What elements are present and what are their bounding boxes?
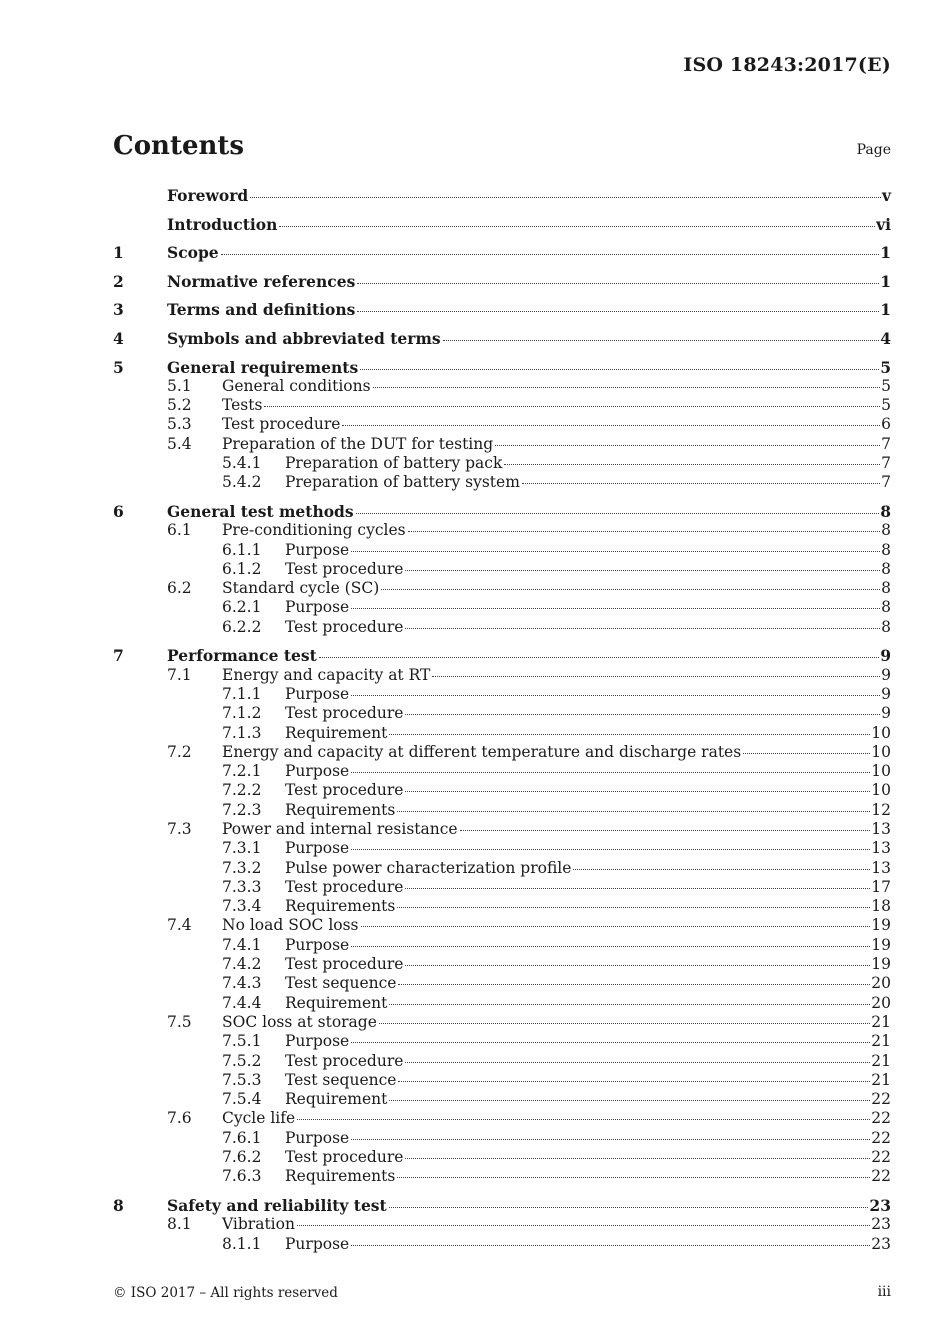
toc-entry[interactable] — [113, 1013, 891, 1032]
toc-entry-title[interactable]: Test procedure — [285, 704, 404, 723]
dot-leader — [405, 714, 880, 715]
toc-entry-number: 7.5 — [167, 1012, 192, 1031]
toc-entry[interactable] — [113, 300, 891, 319]
toc-entry[interactable] — [113, 685, 891, 704]
toc-entry-number: 8.1.1 — [222, 1234, 262, 1253]
toc-entry-page[interactable]: 8 — [880, 501, 891, 521]
toc-entry-page[interactable]: 10 — [871, 781, 891, 800]
toc-entry-page[interactable]: 7 — [881, 454, 891, 473]
dot-leader — [389, 734, 870, 735]
dot-leader — [221, 254, 880, 255]
toc-entry-number: 7.4.3 — [222, 974, 262, 993]
toc-entry-title[interactable]: Safety and reliability test — [167, 1195, 387, 1215]
toc-entry-number: 7.2 — [167, 742, 192, 761]
toc-entry-page[interactable]: 22 — [871, 1090, 891, 1109]
toc-entry-title[interactable]: Energy and capacity at RT — [222, 665, 431, 684]
toc-entry-title[interactable]: Test sequence — [285, 974, 397, 993]
toc-entry-page[interactable]: 7 — [881, 434, 891, 453]
toc-entry-page[interactable]: 8 — [881, 521, 891, 540]
toc-entry-page[interactable]: 9 — [881, 665, 891, 684]
toc-entry-title[interactable]: Requirement — [285, 723, 388, 742]
dot-leader — [405, 888, 870, 889]
toc-entry-page[interactable]: 8 — [881, 617, 891, 636]
toc-entry-title[interactable]: Test procedure — [285, 617, 404, 636]
toc-entry-page[interactable]: 6 — [881, 415, 891, 434]
toc-entry[interactable] — [113, 646, 891, 665]
toc-entry-title[interactable]: Preparation of the DUT for testing — [222, 434, 494, 453]
dot-leader — [389, 1100, 870, 1101]
toc-entry-page[interactable]: 5 — [880, 357, 891, 377]
toc-entry[interactable] — [113, 916, 891, 935]
toc-entry-number: 4 — [113, 328, 124, 348]
toc-entry-page[interactable]: 13 — [871, 839, 891, 858]
dot-leader — [397, 907, 870, 908]
toc-entry-page[interactable]: 23 — [869, 1195, 891, 1215]
toc-entry-number: 7.1.1 — [222, 684, 262, 703]
toc-entry[interactable] — [113, 1215, 891, 1234]
toc-entry[interactable] — [113, 454, 891, 473]
toc-entry-title[interactable]: Power and internal resistance — [222, 819, 458, 838]
contents-title: Contents — [113, 131, 245, 161]
toc-entry-number: 6.1.2 — [222, 559, 262, 578]
toc-entry-number: 5.4 — [167, 434, 192, 453]
toc-entry[interactable] — [113, 801, 891, 820]
dot-leader — [405, 1062, 870, 1063]
toc-entry-number: 7.1.2 — [222, 704, 262, 723]
toc-entry[interactable] — [113, 994, 891, 1013]
toc-entry-title[interactable]: SOC loss at storage — [222, 1012, 377, 1031]
footer-page-number: iii — [877, 1284, 891, 1300]
toc-entry-page[interactable]: 18 — [871, 897, 891, 916]
toc-entry[interactable] — [113, 1071, 891, 1090]
toc-entry-page[interactable]: 21 — [871, 1051, 891, 1070]
toc-entry-number: 7.2.3 — [222, 800, 262, 819]
toc-entry-title[interactable]: Test procedure — [285, 559, 404, 578]
page-column-label: Page — [856, 142, 891, 158]
dot-leader — [351, 551, 880, 552]
dot-leader — [351, 946, 870, 947]
toc-entry-title[interactable]: General conditions — [222, 376, 371, 395]
toc-entry-page[interactable]: 23 — [871, 1234, 891, 1253]
dot-leader — [297, 1225, 870, 1226]
toc-entry-title[interactable]: Test procedure — [222, 415, 341, 434]
dot-leader — [443, 340, 880, 341]
toc-entry-page[interactable]: 22 — [871, 1128, 891, 1147]
dot-leader — [460, 830, 871, 831]
toc-entry-title[interactable]: Test procedure — [285, 781, 404, 800]
toc-entry-number: 6.2.2 — [222, 617, 262, 636]
toc-entry-page[interactable]: 9 — [881, 704, 891, 723]
toc-entry-page[interactable]: 12 — [871, 800, 891, 819]
dot-leader — [351, 1245, 870, 1246]
toc-entry-number: 7.6.1 — [222, 1128, 262, 1147]
toc-entry-number: 5.4.2 — [222, 473, 262, 492]
toc-entry-page[interactable]: 19 — [871, 935, 891, 954]
toc-entry-number: 6.2.1 — [222, 598, 262, 617]
toc-entry[interactable] — [113, 1052, 891, 1071]
dot-leader — [405, 791, 870, 792]
toc-entry-page[interactable]: 10 — [871, 762, 891, 781]
toc-entry[interactable] — [113, 473, 891, 492]
toc-entry-number: 7.4 — [167, 916, 192, 935]
toc-entry-number: 7.3.4 — [222, 897, 262, 916]
toc-entry[interactable] — [113, 859, 891, 878]
toc-entry-number: 3 — [113, 300, 124, 320]
dot-leader — [432, 676, 880, 677]
toc-entry[interactable] — [113, 1032, 891, 1051]
toc-entry-page[interactable]: 5 — [881, 396, 891, 415]
toc-entry[interactable] — [113, 1235, 891, 1254]
toc-entry[interactable] — [113, 541, 891, 560]
dot-leader — [398, 984, 870, 985]
toc-entry-number: 7.5.4 — [222, 1090, 262, 1109]
toc-entry-title[interactable]: Pulse power characterization profile — [285, 858, 572, 877]
toc-entry[interactable] — [113, 598, 891, 617]
dot-leader — [398, 1081, 870, 1082]
toc-entry[interactable] — [113, 704, 891, 723]
toc-entry-number: 7.6 — [167, 1109, 192, 1128]
dot-leader — [389, 1207, 869, 1208]
toc-entry[interactable] — [113, 618, 891, 637]
dot-leader — [522, 483, 880, 484]
toc-entry-title[interactable]: Requirement — [285, 1090, 388, 1109]
toc-entry-number: 7.5.1 — [222, 1032, 262, 1051]
dot-leader — [279, 226, 875, 227]
dot-leader — [379, 1023, 870, 1024]
toc-entry-title[interactable]: Terms and definitions — [167, 300, 356, 320]
toc-entry[interactable] — [113, 502, 891, 521]
toc-entry-page[interactable]: 23 — [871, 1215, 891, 1234]
toc-entry-title[interactable]: Pre-conditioning cycles — [222, 521, 406, 540]
toc-entry[interactable] — [113, 1129, 891, 1148]
toc-entry-page[interactable]: 8 — [881, 540, 891, 559]
toc-entry[interactable] — [113, 186, 891, 205]
toc-entry-page[interactable]: 1 — [880, 300, 891, 320]
toc-entry[interactable] — [113, 878, 891, 897]
toc-entry-page[interactable]: 21 — [871, 1032, 891, 1051]
toc-entry-page[interactable]: 9 — [880, 646, 891, 666]
toc-entry-number: 6.1.1 — [222, 540, 262, 559]
toc-entry-number: 5 — [113, 357, 124, 377]
toc-entry-number: 8 — [113, 1195, 124, 1215]
toc-entry[interactable] — [113, 579, 891, 598]
toc-entry-page[interactable]: 1 — [880, 271, 891, 291]
toc-entry-number: 7.3 — [167, 819, 192, 838]
toc-entry-title[interactable]: Standard cycle (SC) — [222, 579, 380, 598]
dot-leader — [297, 1119, 870, 1120]
dot-leader — [351, 1042, 870, 1043]
dot-leader — [373, 387, 881, 388]
dot-leader — [389, 1004, 870, 1005]
toc-entry-page[interactable]: 8 — [881, 579, 891, 598]
toc-entry[interactable] — [113, 396, 891, 415]
toc-entry-page[interactable]: 21 — [871, 1070, 891, 1089]
toc-entry-title[interactable]: Purpose — [285, 762, 350, 781]
toc-entry[interactable] — [113, 560, 891, 579]
dot-leader — [361, 926, 871, 927]
toc-entry-title[interactable]: Purpose — [285, 935, 350, 954]
dot-leader — [356, 513, 880, 514]
toc-entry-page[interactable]: 1 — [880, 243, 891, 263]
dot-leader — [381, 589, 880, 590]
toc-entry-title[interactable]: Purpose — [285, 540, 350, 559]
toc-entry-number: 7.2.1 — [222, 762, 262, 781]
toc-entry-number: 8.1 — [167, 1215, 192, 1234]
document-code: ISO 18243:2017(E) — [683, 54, 891, 76]
toc-entry-number: 5.1 — [167, 376, 192, 395]
toc-entry[interactable] — [113, 1196, 891, 1215]
toc-entry-page[interactable]: vi — [876, 214, 891, 234]
toc-entry-number: 6 — [113, 501, 124, 521]
toc-entry-title[interactable]: Performance test — [167, 646, 317, 666]
toc-entry[interactable] — [113, 329, 891, 348]
toc-entry-number: 5.3 — [167, 415, 192, 434]
toc-entry[interactable] — [113, 936, 891, 955]
toc-entry-number: 7.5.2 — [222, 1051, 262, 1070]
toc-entry-title[interactable]: Preparation of battery pack — [285, 454, 503, 473]
toc-entry-page[interactable]: 4 — [880, 328, 891, 348]
dot-leader — [351, 849, 870, 850]
dot-leader — [351, 608, 880, 609]
dot-leader — [264, 406, 880, 407]
toc-entry-number: 7.1.3 — [222, 723, 262, 742]
toc-entry-page[interactable]: 20 — [871, 993, 891, 1012]
toc-entry-title[interactable]: Test procedure — [285, 1051, 404, 1070]
dot-leader — [408, 531, 881, 532]
toc-entry-page[interactable]: 8 — [881, 559, 891, 578]
toc-entry[interactable] — [113, 762, 891, 781]
toc-entry-title[interactable]: Purpose — [285, 598, 350, 617]
toc-entry-page[interactable]: 5 — [881, 376, 891, 395]
dot-leader — [405, 570, 880, 571]
dot-leader — [351, 1139, 870, 1140]
toc-entry-number: 1 — [113, 243, 124, 263]
toc-entry[interactable] — [113, 839, 891, 858]
toc-entry-title[interactable]: Requirement — [285, 993, 388, 1012]
toc-entry-title[interactable]: Purpose — [285, 1234, 350, 1253]
toc-entry[interactable] — [113, 358, 891, 377]
dot-leader — [405, 965, 870, 966]
toc-entry-page[interactable]: 17 — [871, 877, 891, 896]
toc-entry-title[interactable]: Requirements — [285, 1167, 396, 1186]
toc-entry-page[interactable]: 8 — [881, 598, 891, 617]
toc-entry-page[interactable]: 19 — [871, 955, 891, 974]
toc-entry-number: 7.2.2 — [222, 781, 262, 800]
toc-entry[interactable] — [113, 1090, 891, 1109]
copyright-notice: © ISO 2017 – All rights reserved — [113, 1285, 338, 1301]
toc-entry-title[interactable]: Test procedure — [285, 1148, 404, 1167]
toc-entry[interactable] — [113, 521, 891, 540]
toc-entry-number: 7.5.3 — [222, 1070, 262, 1089]
toc-entry-page[interactable]: 20 — [871, 974, 891, 993]
toc-entry[interactable] — [113, 1109, 891, 1128]
table-of-contents — [113, 186, 891, 1254]
toc-entry[interactable] — [113, 415, 891, 434]
toc-entry-page[interactable]: 13 — [871, 858, 891, 877]
toc-entry[interactable] — [113, 724, 891, 743]
toc-entry-number: 7.4.2 — [222, 955, 262, 974]
dot-leader — [405, 1158, 870, 1159]
toc-entry-title[interactable]: Requirements — [285, 897, 396, 916]
dot-leader — [250, 197, 881, 198]
toc-entry-number: 7.6.2 — [222, 1148, 262, 1167]
toc-entry-title[interactable]: Purpose — [285, 684, 350, 703]
toc-entry[interactable] — [113, 666, 891, 685]
toc-entry-number: 5.4.1 — [222, 454, 262, 473]
toc-entry-title[interactable]: General test methods — [167, 501, 354, 521]
toc-entry-page[interactable]: v — [881, 186, 891, 205]
toc-entry-title[interactable]: General requirements — [167, 357, 359, 377]
toc-entry[interactable] — [113, 377, 891, 396]
toc-entry[interactable] — [113, 897, 891, 916]
toc-entry[interactable] — [113, 974, 891, 993]
toc-entry[interactable] — [113, 1167, 891, 1186]
toc-entry-title[interactable]: Foreword — [167, 186, 249, 205]
toc-entry-page[interactable]: 7 — [881, 473, 891, 492]
toc-entry[interactable] — [113, 781, 891, 800]
toc-entry-title[interactable]: Preparation of battery system — [285, 473, 520, 492]
toc-entry-number: 7 — [113, 646, 124, 666]
toc-entry-number: 7.4.1 — [222, 935, 262, 954]
dot-leader — [319, 657, 879, 658]
toc-entry-title[interactable]: Symbols and abbreviated terms — [167, 328, 441, 348]
toc-entry-title[interactable]: Cycle life — [222, 1109, 296, 1128]
dot-leader — [397, 1177, 870, 1178]
toc-entry-page[interactable]: 10 — [871, 742, 891, 761]
toc-entry[interactable] — [113, 1148, 891, 1167]
dot-leader — [342, 425, 880, 426]
dot-leader — [357, 283, 879, 284]
toc-entry[interactable] — [113, 215, 891, 234]
toc-entry-title[interactable]: Energy and capacity at different temperature and discharge rates — [222, 742, 742, 761]
toc-entry-title[interactable]: Test procedure — [285, 877, 404, 896]
toc-entry-title[interactable]: Purpose — [285, 1032, 350, 1051]
dot-leader — [743, 753, 870, 754]
toc-entry-title[interactable]: Test procedure — [285, 955, 404, 974]
toc-entry-number: 7.4.4 — [222, 993, 262, 1012]
dot-leader — [397, 811, 870, 812]
toc-entry-title[interactable]: Introduction — [167, 214, 278, 234]
dot-leader — [357, 311, 879, 312]
toc-entry-number: 7.6.3 — [222, 1167, 262, 1186]
toc-entry-number: 7.3.1 — [222, 839, 262, 858]
toc-entry-number: 7.3.3 — [222, 877, 262, 896]
toc-entry-number: 7.1 — [167, 665, 192, 684]
toc-entry-page[interactable]: 10 — [871, 723, 891, 742]
toc-entry[interactable] — [113, 955, 891, 974]
toc-entry-number: 7.3.2 — [222, 858, 262, 877]
dot-leader — [405, 628, 880, 629]
toc-entry-page[interactable]: 21 — [871, 1012, 891, 1031]
toc-entry-title[interactable]: Normative references — [167, 271, 356, 291]
toc-entry-title[interactable]: No load SOC loss — [222, 916, 359, 935]
toc-entry-page[interactable]: 22 — [871, 1167, 891, 1186]
dot-leader — [504, 464, 880, 465]
toc-entry-number: 6.2 — [167, 579, 192, 598]
toc-entry-page[interactable]: 9 — [881, 684, 891, 703]
toc-entry[interactable] — [113, 743, 891, 762]
dot-leader — [351, 772, 870, 773]
toc-entry[interactable] — [113, 272, 891, 291]
toc-entry-title[interactable]: Requirements — [285, 800, 396, 819]
toc-entry[interactable] — [113, 820, 891, 839]
toc-entry-page[interactable]: 13 — [871, 819, 891, 838]
toc-entry-number: 6.1 — [167, 521, 192, 540]
toc-entry-title[interactable]: Scope — [167, 243, 219, 263]
toc-entry-title[interactable]: Purpose — [285, 1128, 350, 1147]
toc-entry-title[interactable]: Tests — [222, 396, 263, 415]
toc-entry[interactable] — [113, 435, 891, 454]
dot-leader — [573, 869, 870, 870]
toc-entry-number: 2 — [113, 271, 124, 291]
dot-leader — [495, 445, 880, 446]
toc-entry-number: 5.2 — [167, 396, 192, 415]
dot-leader — [360, 369, 879, 370]
dot-leader — [351, 695, 880, 696]
toc-entry-page[interactable]: 22 — [871, 1109, 891, 1128]
toc-entry[interactable] — [113, 243, 891, 262]
toc-entry-page[interactable]: 22 — [871, 1148, 891, 1167]
toc-entry-page[interactable]: 19 — [871, 916, 891, 935]
toc-entry-title[interactable]: Purpose — [285, 839, 350, 858]
toc-entry-title[interactable]: Test sequence — [285, 1070, 397, 1089]
toc-entry-title[interactable]: Vibration — [222, 1215, 295, 1234]
